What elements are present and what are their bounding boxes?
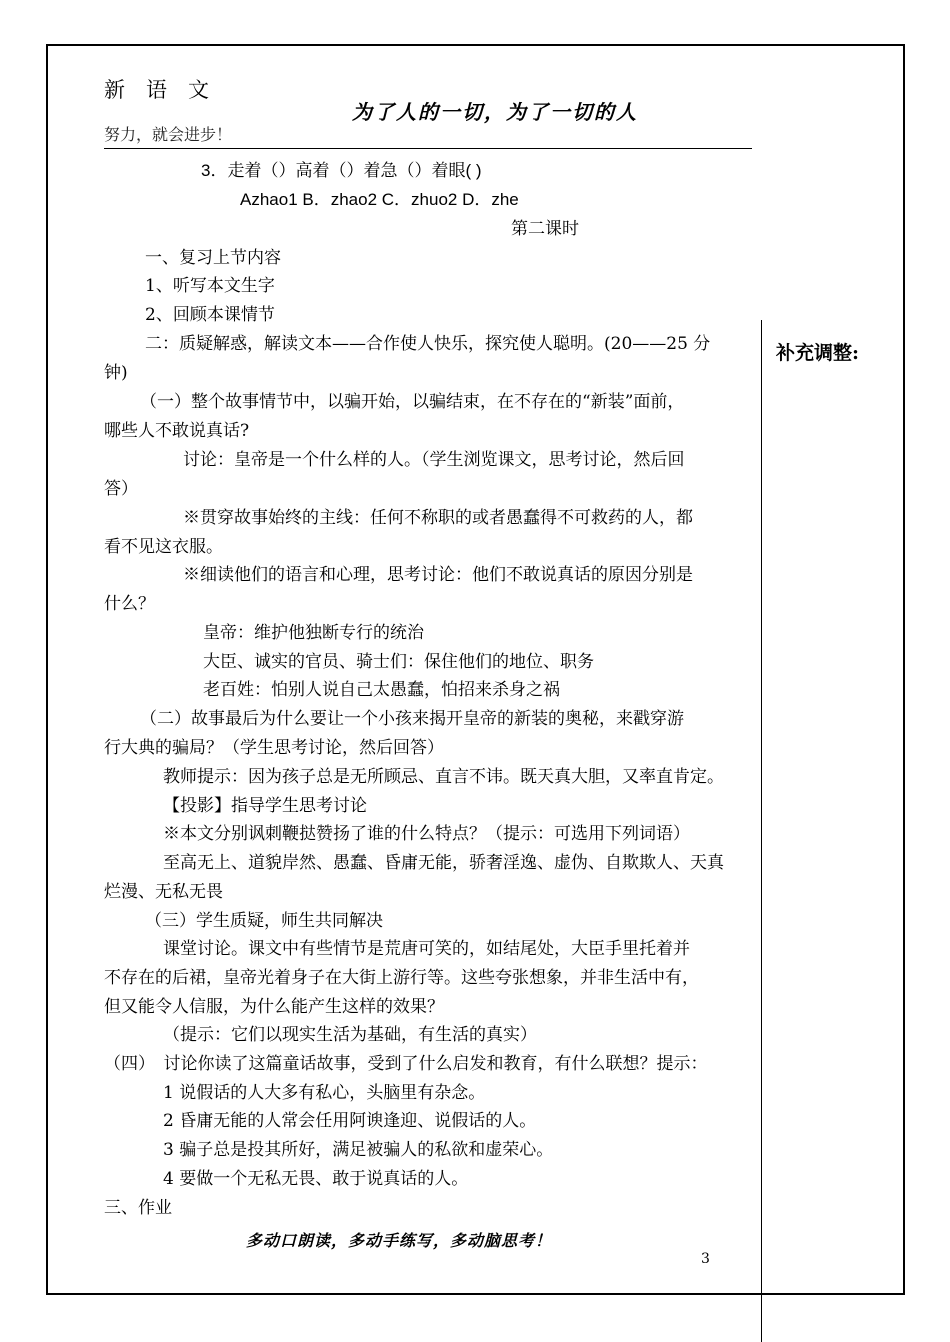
body-line: ※本文分别讽刺鞭挞赞扬了谁的什么特点？（提示：可选用下列词语） — [163, 824, 690, 844]
body-line: 三、作业 — [104, 1198, 172, 1218]
body-line: 皇帝：维护他独断专行的统治 — [203, 623, 424, 643]
body-line: 课堂讨论。课文中有些情节是荒唐可笑的，如结尾处，大臣手里托着并 — [163, 939, 690, 959]
body-line: 2、回顾本课情节 — [145, 305, 275, 325]
body-line: （提示：它们以现实生活为基础，有生活的真实） — [163, 1025, 537, 1045]
body-line: 哪些人不敢说真话? — [104, 421, 250, 441]
body-line: 老百姓：怕别人说自己太愚蠢，怕招来杀身之祸 — [203, 680, 560, 700]
body-line: 一、复习上节内容 — [145, 248, 281, 268]
body-line: （二）故事最后为什么要让一个小孩来揭开皇帝的新装的奥秘，来戳穿游 — [140, 709, 684, 729]
lesson-heading: 第二课时 — [511, 219, 579, 239]
list-item: 2 昏庸无能的人常会任用阿谀逢迎、说假话的人。 — [163, 1111, 537, 1131]
body-line: Azhao1 B．zhao2 C．zhuo2 D．zhe — [240, 190, 519, 209]
margin-divider — [761, 320, 762, 1342]
body-line: 但又能令人信服，为什么能产生这样的效果？ — [104, 997, 444, 1017]
body-line: 行大典的骗局？（学生思考讨论，然后回答） — [104, 738, 444, 758]
footer-motto: 多动口朗读，多动手练写，多动脑思考！ — [246, 1231, 553, 1250]
body-line: 讨论：皇帝是一个什么样的人。（学生浏览课文，思考讨论，然后回 — [183, 450, 685, 470]
list-item: 3 骗子总是投其所好，满足被骗人的私欲和虚荣心。 — [163, 1140, 554, 1160]
body-line: 1、听写本文生字 — [145, 276, 275, 296]
body-line: 不存在的后裙，皇帝光着身子在大街上游行等。这些夸张想象，并非生活中有， — [104, 968, 699, 988]
body-line: （一）整个故事情节中，以骗开始，以骗结束，在不存在的“新装”面前， — [140, 392, 685, 412]
body-line: 大臣、诚实的官员、骑士们：保住他们的地位、职务 — [203, 652, 594, 672]
body-line: （三）学生质疑，师生共同解决 — [145, 911, 383, 931]
body-line: 看不见这衣服。 — [104, 537, 223, 557]
list-item: 1 说假话的人大多有私心，头脑里有杂念。 — [163, 1083, 486, 1103]
body-line: ※贯穿故事始终的主线：任何不称职的或者愚蠢得不可救药的人，都 — [183, 508, 693, 528]
page-number: 3 — [701, 1251, 710, 1267]
body-line: ※细读他们的语言和心理，思考讨论：他们不敢说真话的原因分别是 — [183, 565, 693, 585]
header-motto: 为了人的一切，为了一切的人 — [352, 100, 638, 124]
body-line: 教师提示：因为孩子总是无所顾忌、直言不讳。既天真大胆，又率直肯定。 — [163, 767, 724, 787]
body-line: 答） — [104, 479, 138, 499]
body-line: 至高无上、道貌岸然、愚蠢、昏庸无能，骄奢淫逸、虚伪、自欺欺人、天真 — [163, 853, 724, 873]
body-line: 烂漫、无私无畏 — [104, 882, 223, 902]
brand-title: 新 语 文 — [104, 78, 209, 102]
list-item: 4 要做一个无私无畏、敢于说真话的人。 — [163, 1169, 469, 1189]
body-line: （四） 讨论你读了这篇童话故事，受到了什么启发和教育，有什么联想？提示： — [104, 1054, 708, 1074]
body-line: 二：质疑解惑，解读文本——合作使人快乐，探究使人聪明。(20——25 分 — [145, 334, 711, 354]
header-rule — [104, 148, 752, 149]
body-line: 钟) — [104, 363, 128, 383]
body-line: 什么？ — [104, 594, 155, 614]
header-slogan: 努力，就会进步！ — [104, 125, 233, 144]
body-line: 3．走着（）高着（）着急（）着眼( ) — [201, 161, 482, 180]
sidebar-title: 补充调整: — [776, 342, 860, 364]
body-line: 【投影】指导学生思考讨论 — [163, 796, 367, 816]
